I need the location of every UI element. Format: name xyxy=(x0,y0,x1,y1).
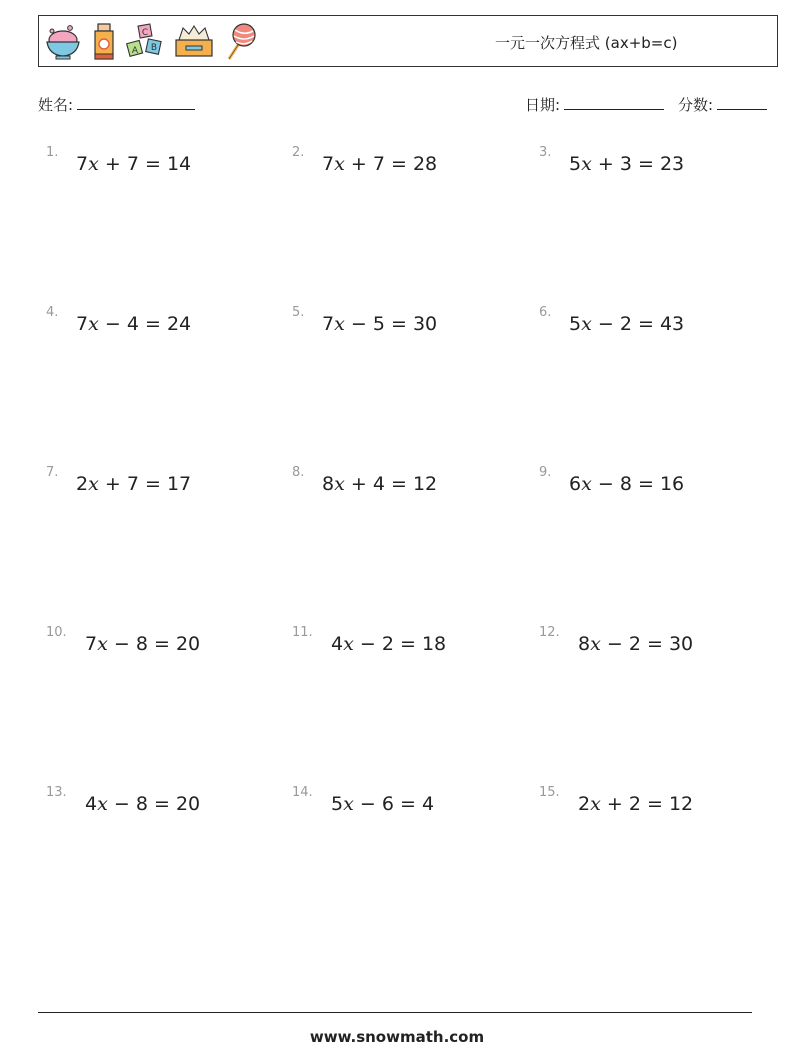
problem-6 xyxy=(539,305,779,345)
equation-result: 16 xyxy=(659,473,685,495)
equation-result: 20 xyxy=(175,793,201,815)
problem-number: 9. xyxy=(539,465,552,480)
bowl-icon xyxy=(43,22,83,62)
equation-operator: − xyxy=(359,793,376,815)
equation-operator: − xyxy=(359,633,376,655)
equation-result: 14 xyxy=(166,153,192,175)
equation-constant: 3 xyxy=(619,153,632,175)
equation-operator: + xyxy=(350,473,367,495)
equation-operator: − xyxy=(597,473,614,495)
equation-variable: x xyxy=(88,473,99,495)
problem-equation xyxy=(76,153,191,175)
equation-equals-sign: = xyxy=(390,313,407,335)
equation-result: 18 xyxy=(421,633,447,655)
problem-equation xyxy=(331,633,446,655)
date-label: 日期: xyxy=(525,96,561,114)
equation-result: 4 xyxy=(421,793,435,815)
equation-variable: x xyxy=(581,473,592,495)
equation-equals-sign: = xyxy=(637,313,654,335)
equation-equals-sign: = xyxy=(153,793,170,815)
equation-constant: 4 xyxy=(126,313,139,335)
problem-10 xyxy=(46,625,286,665)
problem-number: 14. xyxy=(292,785,313,800)
svg-text:A: A xyxy=(131,46,139,56)
worksheet-title: 一元一次方程式 (ax+b=c) xyxy=(495,34,678,52)
equation-constant: 4 xyxy=(372,473,385,495)
problem-number: 15. xyxy=(539,785,560,800)
problem-equation xyxy=(85,793,200,815)
equation-operator: − xyxy=(350,313,367,335)
equation-constant: 5 xyxy=(372,313,385,335)
alphabet-blocks-icon xyxy=(125,22,165,62)
equation-coef: 2 xyxy=(578,793,591,815)
footer-divider xyxy=(38,1012,752,1013)
equation-operator: − xyxy=(597,313,614,335)
problem-equation xyxy=(578,633,693,655)
name-field xyxy=(38,94,195,115)
equation-operator: − xyxy=(113,633,130,655)
bottle-icon xyxy=(91,22,117,62)
problem-equation xyxy=(569,473,684,495)
problem-12 xyxy=(539,625,779,665)
equation-constant: 2 xyxy=(628,793,641,815)
problem-equation xyxy=(322,153,437,175)
equation-coef: 4 xyxy=(85,793,98,815)
equation-variable: x xyxy=(343,793,354,815)
problem-equation xyxy=(578,793,693,815)
equation-result: 12 xyxy=(668,793,694,815)
equation-result: 30 xyxy=(668,633,694,655)
problem-number: 4. xyxy=(46,305,59,320)
problem-5 xyxy=(292,305,532,345)
equation-result: 20 xyxy=(175,633,201,655)
equation-coef: 7 xyxy=(322,313,335,335)
equation-equals-sign: = xyxy=(646,793,663,815)
equation-variable: x xyxy=(334,313,345,335)
equation-equals-sign: = xyxy=(399,633,416,655)
score-blank[interactable] xyxy=(717,95,767,110)
equation-result: 30 xyxy=(412,313,438,335)
equation-constant: 7 xyxy=(126,153,139,175)
equation-equals-sign: = xyxy=(144,313,161,335)
equation-operator: − xyxy=(113,793,130,815)
problem-8 xyxy=(292,465,532,505)
svg-text:B: B xyxy=(150,43,158,53)
equation-constant: 6 xyxy=(381,793,394,815)
problem-equation xyxy=(322,313,437,335)
name-blank[interactable] xyxy=(77,95,195,110)
equation-operator: + xyxy=(597,153,614,175)
equation-result: 23 xyxy=(659,153,685,175)
score-label: 分数: xyxy=(678,96,714,114)
equation-coef: 7 xyxy=(76,153,89,175)
problem-13 xyxy=(46,785,286,825)
equation-variable: x xyxy=(88,313,99,335)
equation-coef: 7 xyxy=(76,313,89,335)
problem-14 xyxy=(292,785,532,825)
equation-coef: 8 xyxy=(578,633,591,655)
problem-equation xyxy=(76,473,191,495)
equation-variable: x xyxy=(343,633,354,655)
equation-equals-sign: = xyxy=(144,153,161,175)
problem-equation xyxy=(569,153,684,175)
equation-constant: 2 xyxy=(628,633,641,655)
problem-2 xyxy=(292,145,532,185)
equation-equals-sign: = xyxy=(646,633,663,655)
footer-url: www.snowmath.com xyxy=(309,1028,485,1046)
problem-equation xyxy=(322,473,437,495)
svg-text:C: C xyxy=(141,28,149,38)
name-label: 姓名: xyxy=(38,96,74,114)
equation-operator: + xyxy=(104,153,121,175)
equation-constant: 8 xyxy=(135,793,148,815)
problem-9 xyxy=(539,465,779,505)
problem-number: 8. xyxy=(292,465,305,480)
date-blank[interactable] xyxy=(564,95,664,110)
problem-number: 11. xyxy=(292,625,313,640)
equation-coef: 2 xyxy=(76,473,89,495)
problem-number: 3. xyxy=(539,145,552,160)
problem-number: 2. xyxy=(292,145,305,160)
equation-coef: 6 xyxy=(569,473,582,495)
equation-equals-sign: = xyxy=(390,473,407,495)
problem-15 xyxy=(539,785,779,825)
equation-result: 24 xyxy=(166,313,192,335)
equation-variable: x xyxy=(97,633,108,655)
problem-number: 13. xyxy=(46,785,67,800)
equation-operator: − xyxy=(606,633,623,655)
equation-equals-sign: = xyxy=(637,473,654,495)
problem-equation xyxy=(331,793,434,815)
equation-constant: 8 xyxy=(619,473,632,495)
equation-coef: 8 xyxy=(322,473,335,495)
problem-equation xyxy=(85,633,200,655)
equation-variable: x xyxy=(581,313,592,335)
equation-coef: 5 xyxy=(331,793,344,815)
equation-equals-sign: = xyxy=(153,633,170,655)
problem-number: 10. xyxy=(46,625,67,640)
equation-variable: x xyxy=(97,793,108,815)
problem-number: 6. xyxy=(539,305,552,320)
problem-equation xyxy=(76,313,191,335)
equation-coef: 5 xyxy=(569,313,582,335)
equation-equals-sign: = xyxy=(399,793,416,815)
equation-operator: + xyxy=(104,473,121,495)
lollipop-icon xyxy=(223,22,257,62)
equation-coef: 7 xyxy=(322,153,335,175)
equation-operator: + xyxy=(606,793,623,815)
score-field xyxy=(678,94,767,115)
problem-11 xyxy=(292,625,532,665)
problem-equation xyxy=(569,313,684,335)
header-box xyxy=(38,15,778,67)
problem-number: 5. xyxy=(292,305,305,320)
equation-result: 12 xyxy=(412,473,438,495)
equation-result: 17 xyxy=(166,473,192,495)
equation-constant: 8 xyxy=(135,633,148,655)
problem-7 xyxy=(46,465,286,505)
equation-coef: 7 xyxy=(85,633,98,655)
problem-number: 7. xyxy=(46,465,59,480)
problem-4 xyxy=(46,305,286,345)
equation-coef: 5 xyxy=(569,153,582,175)
equation-coef: 4 xyxy=(331,633,344,655)
equation-variable: x xyxy=(334,153,345,175)
equation-variable: x xyxy=(590,633,601,655)
equation-operator: + xyxy=(350,153,367,175)
equation-constant: 2 xyxy=(381,633,394,655)
equation-constant: 2 xyxy=(619,313,632,335)
problem-1 xyxy=(46,145,286,185)
equation-variable: x xyxy=(88,153,99,175)
equation-variable: x xyxy=(590,793,601,815)
problem-number: 1. xyxy=(46,145,59,160)
date-field xyxy=(525,94,664,115)
problem-number: 12. xyxy=(539,625,560,640)
equation-variable: x xyxy=(334,473,345,495)
equation-constant: 7 xyxy=(126,473,139,495)
header-icons xyxy=(43,20,257,64)
equation-equals-sign: = xyxy=(637,153,654,175)
equation-variable: x xyxy=(581,153,592,175)
equation-equals-sign: = xyxy=(390,153,407,175)
tissue-box-icon xyxy=(173,22,215,62)
equation-equals-sign: = xyxy=(144,473,161,495)
equation-constant: 7 xyxy=(372,153,385,175)
equation-operator: − xyxy=(104,313,121,335)
problem-3 xyxy=(539,145,779,185)
equation-result: 28 xyxy=(412,153,438,175)
equation-result: 43 xyxy=(659,313,685,335)
